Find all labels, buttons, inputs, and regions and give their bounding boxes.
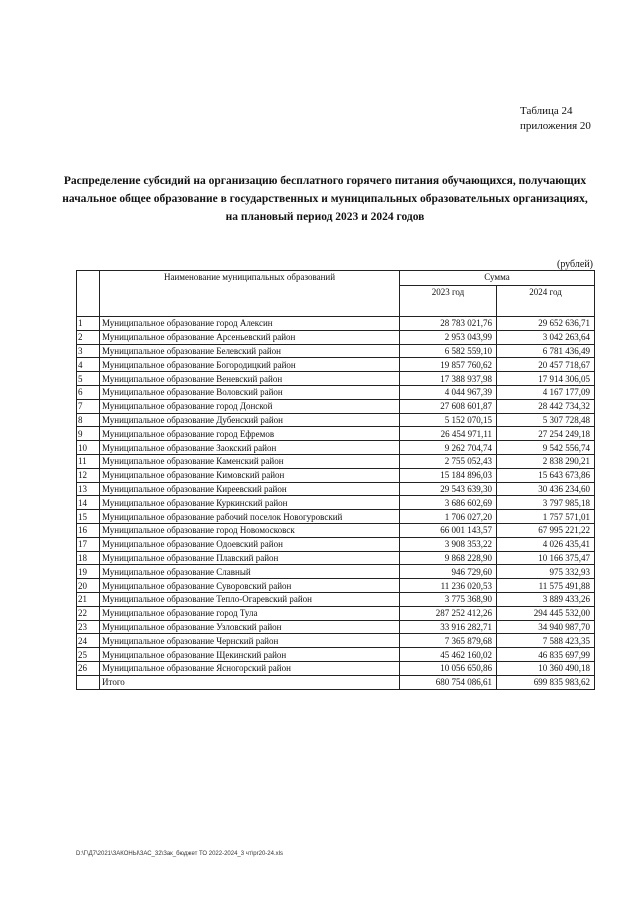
table-reference bbox=[520, 104, 591, 134]
amount-2024: 3 889 433,26 bbox=[497, 592, 595, 606]
amount-2024: 34 940 987,70 bbox=[497, 620, 595, 634]
amount-2023: 33 916 282,71 bbox=[400, 620, 497, 634]
amount-2023: 3 908 353,22 bbox=[400, 537, 497, 551]
total-label: Итого bbox=[100, 675, 400, 689]
municipality-name: Муниципальное образование город Алексин bbox=[100, 317, 400, 331]
amount-2024: 17 914 306,05 bbox=[497, 372, 595, 386]
row-number: 23 bbox=[77, 620, 100, 634]
total-2023: 680 754 086,61 bbox=[400, 675, 497, 689]
amount-2023: 9 868 228,90 bbox=[400, 551, 497, 565]
amount-2023: 2 953 043,99 bbox=[400, 330, 497, 344]
row-number: 9 bbox=[77, 427, 100, 441]
table-number: Таблица 24 bbox=[520, 105, 573, 117]
amount-2023: 29 543 639,30 bbox=[400, 482, 497, 496]
appendix-reference: приложения 20 bbox=[520, 120, 591, 132]
table-row bbox=[77, 358, 595, 372]
amount-2023: 1 706 027,20 bbox=[400, 510, 497, 524]
municipality-name: Муниципальное образование Тепло-Огаревский район bbox=[100, 592, 400, 606]
table-row bbox=[77, 372, 595, 386]
total-2024: 699 835 983,62 bbox=[497, 675, 595, 689]
amount-2023: 3 775 368,90 bbox=[400, 592, 497, 606]
municipality-name: Муниципальное образование Арсеньевский район bbox=[100, 330, 400, 344]
municipality-name: Муниципальное образование город Новомосковск bbox=[100, 523, 400, 537]
row-number: 25 bbox=[77, 648, 100, 662]
row-number: 17 bbox=[77, 537, 100, 551]
amount-2023: 45 462 160,02 bbox=[400, 648, 497, 662]
row-number: 4 bbox=[77, 358, 100, 372]
row-number: 20 bbox=[77, 579, 100, 593]
amount-2024: 294 445 532,00 bbox=[497, 606, 595, 620]
row-number: 6 bbox=[77, 385, 100, 399]
amount-2024: 4 167 177,09 bbox=[497, 385, 595, 399]
table-row bbox=[77, 399, 595, 413]
municipality-name: Муниципальное образование Белевский район bbox=[100, 344, 400, 358]
document-title: Распределение субсидий на организацию бесплатного горячего питания обучающихся, получающих начальное общее образование в государственных и муниципальных образовательных организациях, на плановый период 2023 и 2024 годов bbox=[62, 175, 588, 223]
amount-2023: 26 454 971,11 bbox=[400, 427, 497, 441]
table-row bbox=[77, 330, 595, 344]
municipality-name: Муниципальное образование Воловский район bbox=[100, 385, 400, 399]
row-number: 10 bbox=[77, 441, 100, 455]
amount-2023: 10 056 650,86 bbox=[400, 661, 497, 675]
municipality-name: Муниципальное образование Щекинский район bbox=[100, 648, 400, 662]
municipality-name: Муниципальное образование Веневский район bbox=[100, 372, 400, 386]
row-number: 1 bbox=[77, 317, 100, 331]
amount-2024: 67 995 221,22 bbox=[497, 523, 595, 537]
municipality-name: Муниципальное образование рабочий поселок Новогуровский bbox=[100, 510, 400, 524]
municipality-name: Муниципальное образование Богородицкий район bbox=[100, 358, 400, 372]
table-row bbox=[77, 620, 595, 634]
municipality-name: Муниципальное образование Одоевский район bbox=[100, 537, 400, 551]
table-row bbox=[77, 551, 595, 565]
table-row bbox=[77, 537, 595, 551]
municipality-name: Муниципальное образование Каменский район bbox=[100, 454, 400, 468]
municipality-name: Муниципальное образование Кимовский район bbox=[100, 468, 400, 482]
amount-2023: 19 857 760,62 bbox=[400, 358, 497, 372]
amount-2024: 28 442 734,32 bbox=[497, 399, 595, 413]
subsidy-table bbox=[76, 270, 595, 690]
municipality-name: Муниципальное образование Чернский район bbox=[100, 634, 400, 648]
municipality-name: Муниципальное образование Узловский район bbox=[100, 620, 400, 634]
table-row bbox=[77, 385, 595, 399]
amount-2024: 6 781 436,49 bbox=[497, 344, 595, 358]
amount-2023: 17 388 937,98 bbox=[400, 372, 497, 386]
row-number: 19 bbox=[77, 565, 100, 579]
row-number: 15 bbox=[77, 510, 100, 524]
municipality-name: Муниципальное образование Дубенский район bbox=[100, 413, 400, 427]
municipality-name: Муниципальное образование Куркинский район bbox=[100, 496, 400, 510]
municipality-name: Муниципальное образование город Тула bbox=[100, 606, 400, 620]
row-number: 26 bbox=[77, 661, 100, 675]
table-row bbox=[77, 606, 595, 620]
municipality-name: Муниципальное образование Славный bbox=[100, 565, 400, 579]
amount-2024: 27 254 249,18 bbox=[497, 427, 595, 441]
table-body bbox=[77, 317, 595, 676]
amount-2024: 975 332,93 bbox=[497, 565, 595, 579]
amount-2024: 30 436 234,60 bbox=[497, 482, 595, 496]
table-row bbox=[77, 317, 595, 331]
file-path-footer: D:\Г\Д7\2021\ЗАКОНЫ\ЗАС_32\Зак_бюджет ТО 2022-2024_3 чт\pr20-24.xls bbox=[76, 851, 283, 857]
table-row bbox=[77, 413, 595, 427]
amount-2024: 9 542 556,74 bbox=[497, 441, 595, 455]
amount-2024: 7 588 423,35 bbox=[497, 634, 595, 648]
municipality-name: Муниципальное образование Киреевский район bbox=[100, 482, 400, 496]
total-number-cell bbox=[77, 675, 100, 689]
municipality-name: Муниципальное образование Заокский район bbox=[100, 441, 400, 455]
amount-2024: 10 360 490,18 bbox=[497, 661, 595, 675]
row-number: 16 bbox=[77, 523, 100, 537]
table-row bbox=[77, 427, 595, 441]
amount-2023: 4 044 967,39 bbox=[400, 385, 497, 399]
amount-2024: 46 835 697,99 bbox=[497, 648, 595, 662]
amount-2023: 5 152 070,15 bbox=[400, 413, 497, 427]
row-number: 11 bbox=[77, 454, 100, 468]
row-number: 3 bbox=[77, 344, 100, 358]
amount-2023: 66 001 143,57 bbox=[400, 523, 497, 537]
row-number: 22 bbox=[77, 606, 100, 620]
amount-2024: 1 757 571,01 bbox=[497, 510, 595, 524]
amount-2024: 5 307 728,48 bbox=[497, 413, 595, 427]
municipality-name: Муниципальное образование Суворовский район bbox=[100, 579, 400, 593]
table-row bbox=[77, 344, 595, 358]
number-column-header bbox=[77, 271, 100, 317]
row-number: 5 bbox=[77, 372, 100, 386]
name-column-header: Наименование муниципальных образований bbox=[100, 271, 400, 317]
amount-2024: 2 838 290,21 bbox=[497, 454, 595, 468]
amount-2023: 6 582 559,10 bbox=[400, 344, 497, 358]
row-number: 13 bbox=[77, 482, 100, 496]
row-number: 18 bbox=[77, 551, 100, 565]
total-row bbox=[77, 675, 595, 689]
row-number: 8 bbox=[77, 413, 100, 427]
table-row bbox=[77, 510, 595, 524]
amount-2023: 7 365 879,68 bbox=[400, 634, 497, 648]
year-2023-header: 2023 год bbox=[400, 286, 497, 317]
table-row bbox=[77, 468, 595, 482]
table-row bbox=[77, 661, 595, 675]
row-number: 24 bbox=[77, 634, 100, 648]
amount-2023: 9 262 704,74 bbox=[400, 441, 497, 455]
amount-2023: 27 608 601,87 bbox=[400, 399, 497, 413]
row-number: 21 bbox=[77, 592, 100, 606]
table-row bbox=[77, 592, 595, 606]
table-row bbox=[77, 496, 595, 510]
amount-2024: 10 166 375,47 bbox=[497, 551, 595, 565]
row-number: 14 bbox=[77, 496, 100, 510]
table-row bbox=[77, 523, 595, 537]
row-number: 7 bbox=[77, 399, 100, 413]
amount-2023: 946 729,60 bbox=[400, 565, 497, 579]
amount-2024: 3 042 263,64 bbox=[497, 330, 595, 344]
row-number: 2 bbox=[77, 330, 100, 344]
amount-2023: 15 184 896,03 bbox=[400, 468, 497, 482]
table-row bbox=[77, 648, 595, 662]
municipality-name: Муниципальное образование город Донской bbox=[100, 399, 400, 413]
table-row bbox=[77, 454, 595, 468]
amount-2024: 29 652 636,71 bbox=[497, 317, 595, 331]
amount-2024: 20 457 718,67 bbox=[497, 358, 595, 372]
municipality-name: Муниципальное образование Ясногорский район bbox=[100, 661, 400, 675]
units-label: (рублей) bbox=[556, 259, 593, 270]
municipality-name: Муниципальное образование Плавский район bbox=[100, 551, 400, 565]
amount-2023: 11 236 020,53 bbox=[400, 579, 497, 593]
table-row bbox=[77, 441, 595, 455]
municipality-name: Муниципальное образование город Ефремов bbox=[100, 427, 400, 441]
table-row bbox=[77, 565, 595, 579]
amount-2024: 11 575 491,88 bbox=[497, 579, 595, 593]
row-number: 12 bbox=[77, 468, 100, 482]
amount-2023: 287 252 412,26 bbox=[400, 606, 497, 620]
amount-2023: 28 783 021,76 bbox=[400, 317, 497, 331]
amount-2024: 15 643 673,86 bbox=[497, 468, 595, 482]
sum-column-header: Сумма bbox=[400, 271, 595, 286]
table-row bbox=[77, 579, 595, 593]
amount-2023: 3 686 602,69 bbox=[400, 496, 497, 510]
amount-2024: 4 026 435,41 bbox=[497, 537, 595, 551]
amount-2024: 3 797 985,18 bbox=[497, 496, 595, 510]
year-2024-header: 2024 год bbox=[497, 286, 595, 317]
amount-2023: 2 755 052,43 bbox=[400, 454, 497, 468]
table-row bbox=[77, 482, 595, 496]
table-row bbox=[77, 634, 595, 648]
